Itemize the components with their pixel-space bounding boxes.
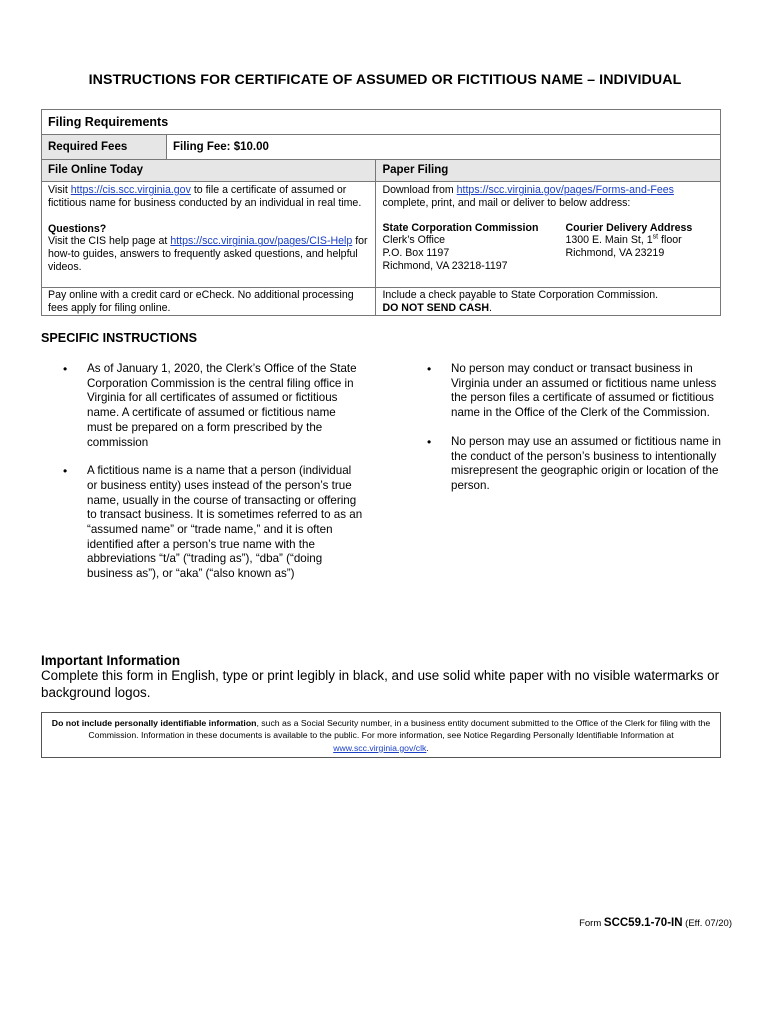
- list-item: • No person may use an assumed or fictitious name in the conduct of the person’s business to intentionally misrepresent the geographic origin or location of the person.: [427, 435, 732, 494]
- address-block: [382, 222, 714, 273]
- paper-instructions: [376, 182, 721, 288]
- form-code: SCC59.1-70-IN: [603, 917, 683, 929]
- pii-notice-box: Do not include personally identifiable information, such as a Social Security number, in a business entity document submitted to the Office of the Clerk for filing with the Commission. Information in these documents is available to the public. For more information, see Notice Regarding Personally Identifiable Information at www.scc.virginia.gov/clk.: [41, 712, 721, 758]
- clk-link[interactable]: www.scc.virginia.gov/clk: [333, 742, 427, 753]
- no-cash-warning: DO NOT SEND CASH: [382, 301, 490, 314]
- page-title: INSTRUCTIONS FOR CERTIFICATE OF ASSUMED OR FICTITIOUS NAME – INDIVIDUAL: [88, 72, 682, 88]
- pii-bold-text: Do not include personally identifiable information: [51, 718, 257, 728]
- specific-instructions-heading: SPECIFIC INSTRUCTIONS: [41, 331, 198, 345]
- list-item: • A fictitious name is a name that a person (individual or business entity) uses instead of the person’s true name, usually in the course of transacting or offering to transact business. It is sometimes referred to as an “assumed name” or “trade name,” and it is often identified after a person’s true name with the abbreviations “t/a” (“trading as”), “dba” (“doing business as”), or “aka” (“also known as”): [63, 464, 363, 582]
- paper-download-text: Download from https://scc.virginia.gov/pages/Forms-and-Fees complete, print, and mail or deliver to below address:: [382, 184, 674, 209]
- cis-link[interactable]: https://cis.scc.virginia.gov: [70, 184, 191, 196]
- check-payable-text: Include a check payable to State Corporation Commission. DO NOT SEND CASH.: [376, 288, 721, 316]
- filing-requirements-table: [41, 109, 721, 316]
- online-visit-text: Visit https://cis.scc.virginia.gov to file a certificate of assumed or fictitious name for business conducted by an individual in real time.: [48, 184, 362, 209]
- paper-filing-heading: Paper Filing: [376, 160, 721, 182]
- left-bullet-list: [63, 362, 363, 596]
- courier-address: Courier Delivery Address 1300 E. Main St, 1st floor Richmond, VA 23219: [565, 221, 693, 260]
- filing-fee: Filing Fee: $10.00: [167, 135, 721, 160]
- important-info-text: Complete this form in English, type or print legibly in black, and use solid white paper with no visible watermarks or background logos.: [41, 668, 720, 700]
- important-info-heading: Important Information: [41, 653, 181, 668]
- required-fees-label: Required Fees: [42, 135, 167, 160]
- list-item: • As of January 1, 2020, the Clerk’s Office of the State Corporation Commission is the central filing office in Virginia for all certificates of assumed or fictitious name. A certificate of assumed or fictitious name must be prepared on a form prescribed by the commission: [63, 362, 363, 450]
- forms-link[interactable]: https://scc.virginia.gov/pages/Forms-and-Fees: [456, 184, 674, 196]
- mailing-address: State Corporation Commission Clerk’s Office P.O. Box 1197 Richmond, VA 23218-1197: [382, 221, 539, 272]
- questions-label: Questions?: [48, 222, 107, 235]
- right-bullet-list: [427, 362, 732, 508]
- help-text: Visit the CIS help page at https://scc.virginia.gov/pages/CIS-Help for how-to guides, answers to frequently asked questions, and helpful videos.: [48, 235, 368, 273]
- file-online-heading: File Online Today: [42, 160, 376, 182]
- list-item: • No person may conduct or transact business in Virginia under an assumed or fictitious name unless the person files a certificate of assumed or fictitious name in the Office of the Clerk of the Commission.: [427, 362, 732, 421]
- form-identifier: Form SCC59.1-70-IN (Eff. 07/20): [579, 917, 732, 929]
- filing-requirements-heading: Filing Requirements: [42, 110, 721, 135]
- online-instructions: [42, 182, 376, 288]
- cis-help-link[interactable]: https://scc.virginia.gov/pages/CIS-Help: [170, 235, 353, 248]
- pay-online-text: Pay online with a credit card or eCheck. No additional processing fees apply for filing online.: [42, 288, 376, 316]
